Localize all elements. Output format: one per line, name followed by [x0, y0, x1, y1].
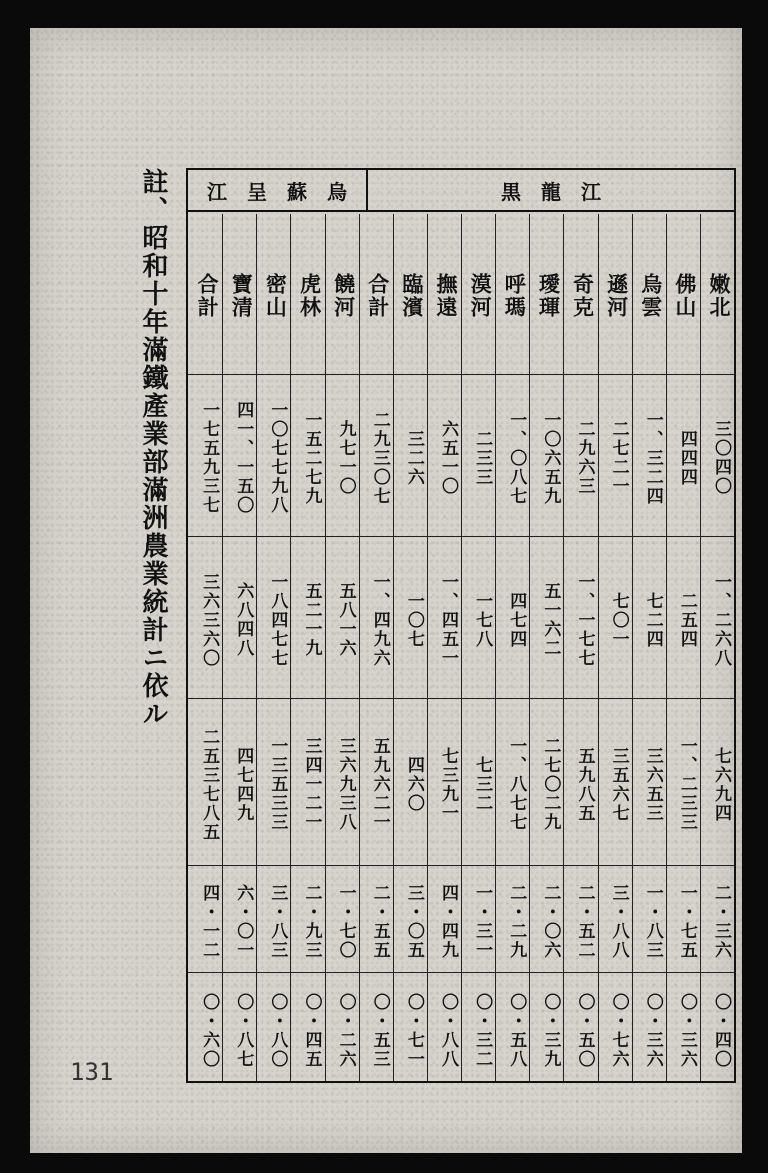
table-cell: 一、〇八七	[506, 410, 527, 506]
row-divider	[188, 972, 734, 973]
table-cell: 三二六	[403, 429, 424, 487]
table-cell: 一、二六八	[711, 572, 731, 668]
table-cell: 六八四八	[233, 582, 254, 658]
table-column	[495, 214, 529, 1081]
table-cell: 一、二三三	[676, 737, 697, 832]
table-cell: 二九三〇七	[369, 410, 390, 506]
table-cell: 三四一二一	[301, 737, 322, 832]
table-cell: 三六九三八	[335, 737, 356, 832]
region-name: 呼瑪	[502, 273, 528, 319]
region-name: 虎林	[297, 273, 323, 319]
table-cell: 七〇一	[608, 591, 629, 649]
table-cell: 二三三	[472, 429, 493, 487]
table-column	[393, 214, 427, 1081]
table-cell: 〇・三二	[472, 993, 493, 1069]
table-cell: 一・七五	[676, 883, 697, 960]
table-cell: 三〇四〇	[711, 420, 731, 496]
table-column	[427, 214, 461, 1081]
table-cell: 二七二一	[608, 420, 629, 496]
table-cell: 〇・五八	[506, 993, 527, 1069]
region-name: 寶清	[229, 273, 255, 319]
table-cell: 一〇六五九	[540, 410, 561, 506]
table-cell: 〇・六〇	[199, 993, 220, 1069]
table-cell: 二・〇六	[540, 883, 561, 960]
table-column	[563, 214, 597, 1081]
table-cell: 一八四七七	[267, 572, 288, 668]
table-cell: 一、四九六	[369, 572, 390, 668]
table-cell: 三五六七	[608, 746, 629, 823]
row-divider	[188, 374, 734, 375]
table-cell: 二七〇二九	[540, 737, 561, 832]
table-cell: 〇・八八	[438, 993, 458, 1069]
region-name: 奇克	[570, 273, 596, 319]
table-column	[666, 214, 700, 1081]
group-header-wusuli	[188, 170, 368, 212]
table-column	[359, 214, 393, 1081]
page-number: 131	[70, 1058, 114, 1086]
table-cell: 一・七〇	[335, 883, 356, 960]
table-cell: 三・〇五	[403, 883, 424, 960]
table-cell: 五一六二	[540, 582, 561, 658]
table-cell: 二・二九	[506, 883, 527, 960]
region-name: 合計	[365, 273, 391, 319]
table-cell: 三六三六〇	[199, 572, 220, 668]
table-cell: 七三二	[472, 756, 493, 813]
document-page	[30, 28, 742, 1153]
table-cell: 一〇七	[403, 591, 424, 649]
table-cell: 〇・三九	[540, 993, 561, 1069]
table-cell: 一、三二四	[642, 410, 663, 506]
table-cell: 一〇七七九八	[267, 401, 288, 515]
group-label-wusuli: 江 呈 蘇 烏	[207, 179, 347, 204]
region-name: 合計	[195, 273, 221, 319]
table-cell: 一・三一	[472, 883, 493, 960]
table-cell: 〇・七一	[403, 993, 424, 1069]
table-cell: 七六九四	[711, 746, 731, 823]
table-column	[700, 214, 734, 1081]
region-name: 佛山	[672, 273, 698, 319]
table-cell: 一、四五一	[438, 572, 458, 668]
table-cell: 〇・五〇	[574, 993, 595, 1069]
table-cell: 七二四	[642, 591, 663, 649]
table-cell: 一七八	[472, 591, 493, 649]
table-cell: 〇・三六	[676, 993, 697, 1069]
table-cell: 三・八三	[267, 883, 288, 960]
region-name: 烏雲	[638, 273, 664, 319]
region-name: 璦琿	[536, 273, 562, 319]
table-cell: 一・八三	[642, 883, 663, 960]
table-cell: 〇・二六	[335, 993, 356, 1069]
table-cell: 〇・八七	[233, 993, 254, 1069]
table-cell: 二五四	[676, 591, 697, 649]
table-cell: 一七五九三七	[199, 401, 220, 515]
table-cell: 四四四	[676, 429, 697, 487]
row-divider	[188, 536, 734, 537]
region-name: 密山	[263, 273, 289, 319]
table-column	[461, 214, 495, 1081]
table-cell: 一、八七七	[506, 737, 527, 832]
table-cell: 二九六三	[574, 420, 595, 496]
table-cell: 六・〇一	[233, 883, 254, 960]
region-name: 撫遠	[434, 273, 459, 319]
table-cell: 〇・三六	[642, 993, 663, 1069]
table-cell: 一、一七七	[574, 572, 595, 668]
table-cell: 五二一九	[301, 582, 322, 658]
table-cell: 〇・四〇	[711, 993, 731, 1069]
table-cell: 〇・五三	[369, 993, 390, 1069]
table-cell: 四・一二	[199, 883, 220, 960]
table-cell: 六五一〇	[438, 420, 458, 496]
group-label-heilongjiang: 黒 龍 江	[501, 179, 601, 204]
region-name: 漠河	[468, 273, 494, 319]
table-column	[325, 214, 359, 1081]
table-cell: 五八一六	[335, 582, 356, 658]
table-cell: 〇・八〇	[267, 993, 288, 1069]
table-cell: 五九八五	[574, 746, 595, 823]
region-name: 饒河	[331, 273, 357, 319]
table-cell: 四七四	[506, 591, 527, 649]
region-name: 臨濱	[399, 273, 425, 319]
table-cell: 二五三七八五	[199, 727, 220, 842]
table-cell: 三・八八	[608, 883, 629, 960]
group-header-heilongjiang	[368, 170, 734, 212]
table-cell: 二・三六	[711, 883, 731, 960]
table-cell: 七三九一	[438, 746, 458, 823]
region-name: 嫩北	[707, 273, 732, 319]
row-divider	[188, 698, 734, 699]
table-cell: 三六五三	[642, 746, 663, 823]
table-cell: 二・五五	[369, 883, 390, 960]
table-cell: 九七一〇	[335, 420, 356, 496]
table-column	[598, 214, 632, 1081]
table-cell: 〇・四五	[301, 993, 322, 1069]
table-column	[529, 214, 563, 1081]
table-cell: 〇・七六	[608, 993, 629, 1069]
footnote: 註、昭和十年滿鐵產業部滿洲農業統計ニ依ル	[138, 168, 168, 728]
table-column	[256, 214, 290, 1081]
table-cell: 四六〇	[403, 756, 424, 813]
table-cell: 四一、一五〇	[233, 401, 254, 515]
statistics-table	[186, 168, 736, 1083]
table-column	[188, 214, 222, 1081]
region-name: 遜河	[604, 273, 630, 319]
table-column	[290, 214, 324, 1081]
table-column	[632, 214, 666, 1081]
table-cell: 四・四九	[438, 883, 458, 960]
table-cell: 一五二七九	[301, 410, 322, 506]
table-cell: 四七四九	[233, 746, 254, 823]
table-cell: 二・五二	[574, 883, 595, 960]
table-cell: 二・九三	[301, 883, 322, 960]
row-divider	[188, 865, 734, 866]
table-column	[222, 214, 256, 1081]
table-cell: 五九六二一	[369, 737, 390, 832]
table-cell: 一三五三三	[267, 737, 288, 832]
